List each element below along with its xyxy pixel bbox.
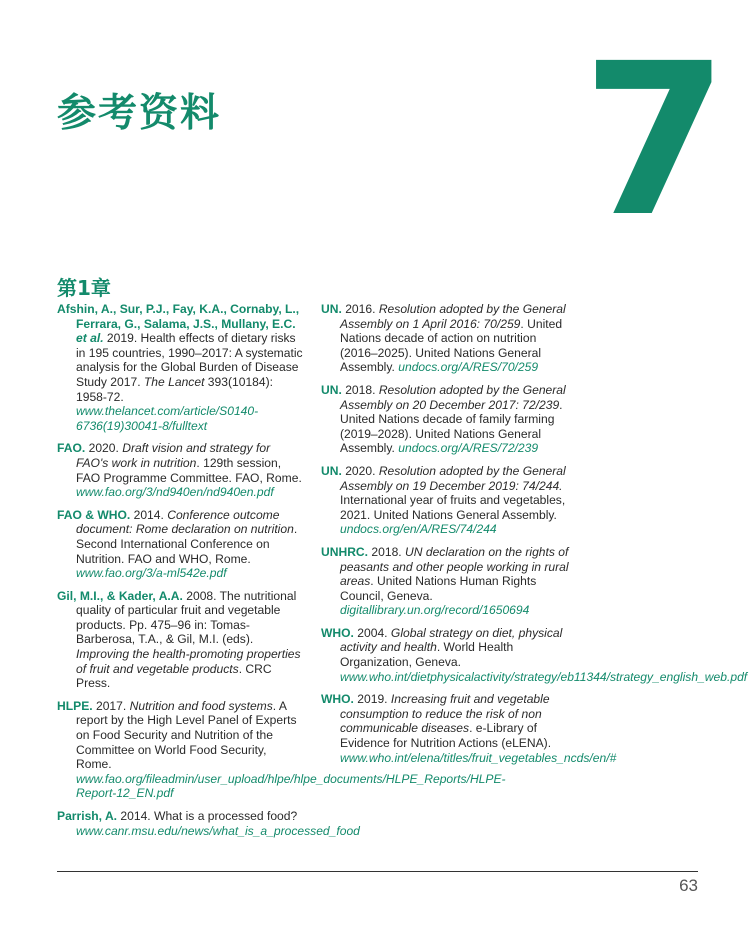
reference-link[interactable]: www.fao.org/fileadmin/user_upload/hlpe/hlpe_documents/HLPE_Reports/HLPE-Report-12_EN.pdf xyxy=(76,771,506,801)
reference-author: Gil, M.I., & Kader, A.A. xyxy=(57,588,183,603)
reference-entry: Afshin, A., Sur, P.J., Fay, K.A., Cornaby, L., Ferrara, G., Salama, J.S., Mullany, E.C. et al. 2019. Health effects of dietary risks in 195 countries, 1990–2017: A systematic analysis for the Global Burden of Disease Study 2017. The Lancet 393(10184): 1958-72. www.thelancet.com/article/S0140-6736(19)30041-8/fulltext xyxy=(57,302,303,433)
reference-author: UN. xyxy=(321,302,342,316)
reference-entry: FAO & WHO. 2014. Conference outcome document: Rome declaration on nutrition. Second International Conference on Nutrition. FAO and WHO, Rome. www.fao.org/3/a-ml542e.pdf xyxy=(57,507,298,581)
reference-author: HLPE. xyxy=(57,698,93,713)
reference-link[interactable]: undocs.org/A/RES/70/259 xyxy=(398,360,539,375)
page-number: 63 xyxy=(679,876,698,895)
reference-link[interactable]: www.canr.msu.edu/news/what_is_a_processed_food xyxy=(76,823,360,838)
reference-entry: WHO. 2004. Global strategy on diet, physical activity and health. World Health Organization, Geneva. www.who.int/dietphysicalactivity/strategy/eb11344/strategy_english_web.pdf xyxy=(321,625,748,684)
reference-link[interactable]: undocs.org/en/A/RES/74/244 xyxy=(340,522,497,537)
reference-link[interactable]: undocs.org/A/RES/72/239 xyxy=(398,441,539,456)
reference-entry: HLPE. 2017. Nutrition and food systems. A report by the High Level Panel of Experts on Food Security and Nutrition of the Committee on World Food Security, Rome. www.fao.org/fileadmin/user_upload/hlpe/hlpe_documents/HLPE_Reports/HLPE-Report-12_EN.pdf xyxy=(57,698,506,801)
references-right-column xyxy=(321,302,748,765)
reference-author: WHO. xyxy=(321,625,354,640)
reference-author: Afshin, A., Sur, P.J., Fay, K.A., Cornaby, L., Ferrara, G., Salama, J.S., Mullany, E.C. et al. xyxy=(57,302,300,346)
reference-link[interactable]: www.who.int/dietphysicalactivity/strategy/eb11344/strategy_english_web.pdf xyxy=(340,669,748,684)
reference-entry: Gil, M.I., & Kader, A.A. 2008. The nutritional quality of particular fruit and vegetable products. Pp. 475–96 in: Tomas-Barberosa, T.A., & Gil, M.I. (eds). Improving the health-promoting properties of fruit and vegetable products. CRC Press. xyxy=(57,588,301,691)
reference-entry: FAO. 2020. Draft vision and strategy for FAO's work in nutrition. 129th session, FAO Programme Committee. FAO, Rome. www.fao.org/3/nd940en/nd940en.pdf xyxy=(57,441,302,500)
reference-entry: UN. 2018. Resolution adopted by the General Assembly on 20 December 2017: 72/239. United Nations decade of family farming (2019–2028). United Nations General Assembly. undocs.org/A/RES/72/239 xyxy=(321,382,566,456)
reference-link[interactable]: www.fao.org/3/a-ml542e.pdf xyxy=(76,566,227,581)
reference-link[interactable]: www.who.int/elena/titles/fruit_vegetables_ncds/en/# xyxy=(340,750,617,765)
reference-entry: UN. 2020. Resolution adopted by the General Assembly on 19 December 2019: 74/244. International year of fruits and vegetables, 2021. United Nations General Assembly. undocs.org/en/A/RES/74/244 xyxy=(321,463,566,537)
reference-author: UN. xyxy=(321,463,342,478)
reference-link[interactable]: digitallibrary.un.org/record/1650694 xyxy=(340,603,530,618)
chapter-number: 7 xyxy=(582,18,729,263)
chapter-subheading: 第1章 xyxy=(57,275,111,300)
page-title: 参考资料 xyxy=(57,91,222,137)
reference-entry: WHO. 2019. Increasing fruit and vegetable consumption to reduce the risk of non communicable diseases. e-Library of Evidence for Nutrition Actions (eLENA). www.who.int/elena/titles/fruit_vegetables_ncds/en/# xyxy=(321,692,617,765)
reference-author: FAO & WHO. xyxy=(57,507,131,522)
reference-entry: UNHRC. 2018. UN declaration on the rights of peasants and other people working in rural areas. United Nations Human Rights Council, Geneva. digitallibrary.un.org/record/1650694 xyxy=(321,544,569,618)
reference-author: Parrish, A. xyxy=(57,809,118,823)
reference-author: FAO. xyxy=(57,441,86,456)
reference-entry: UN. 2016. Resolution adopted by the General Assembly on 1 April 2016: 70/259. United Nations decade of action on nutrition (2016–2025). United Nations General Assembly. undocs.org/A/RES/70/259 xyxy=(321,302,566,375)
reference-author: UNHRC. xyxy=(321,544,369,559)
reference-link[interactable]: www.thelancet.com/article/S0140-6736(19)30041-8/fulltext xyxy=(76,404,259,433)
reference-link[interactable]: www.fao.org/3/nd940en/nd940en.pdf xyxy=(76,485,274,500)
reference-entry: Parrish, A. 2014. What is a processed food? www.canr.msu.edu/news/what_is_a_processed_food xyxy=(57,809,360,838)
reference-author: WHO. xyxy=(321,692,354,707)
reference-author: UN. xyxy=(321,382,342,397)
footer-divider xyxy=(57,871,698,872)
